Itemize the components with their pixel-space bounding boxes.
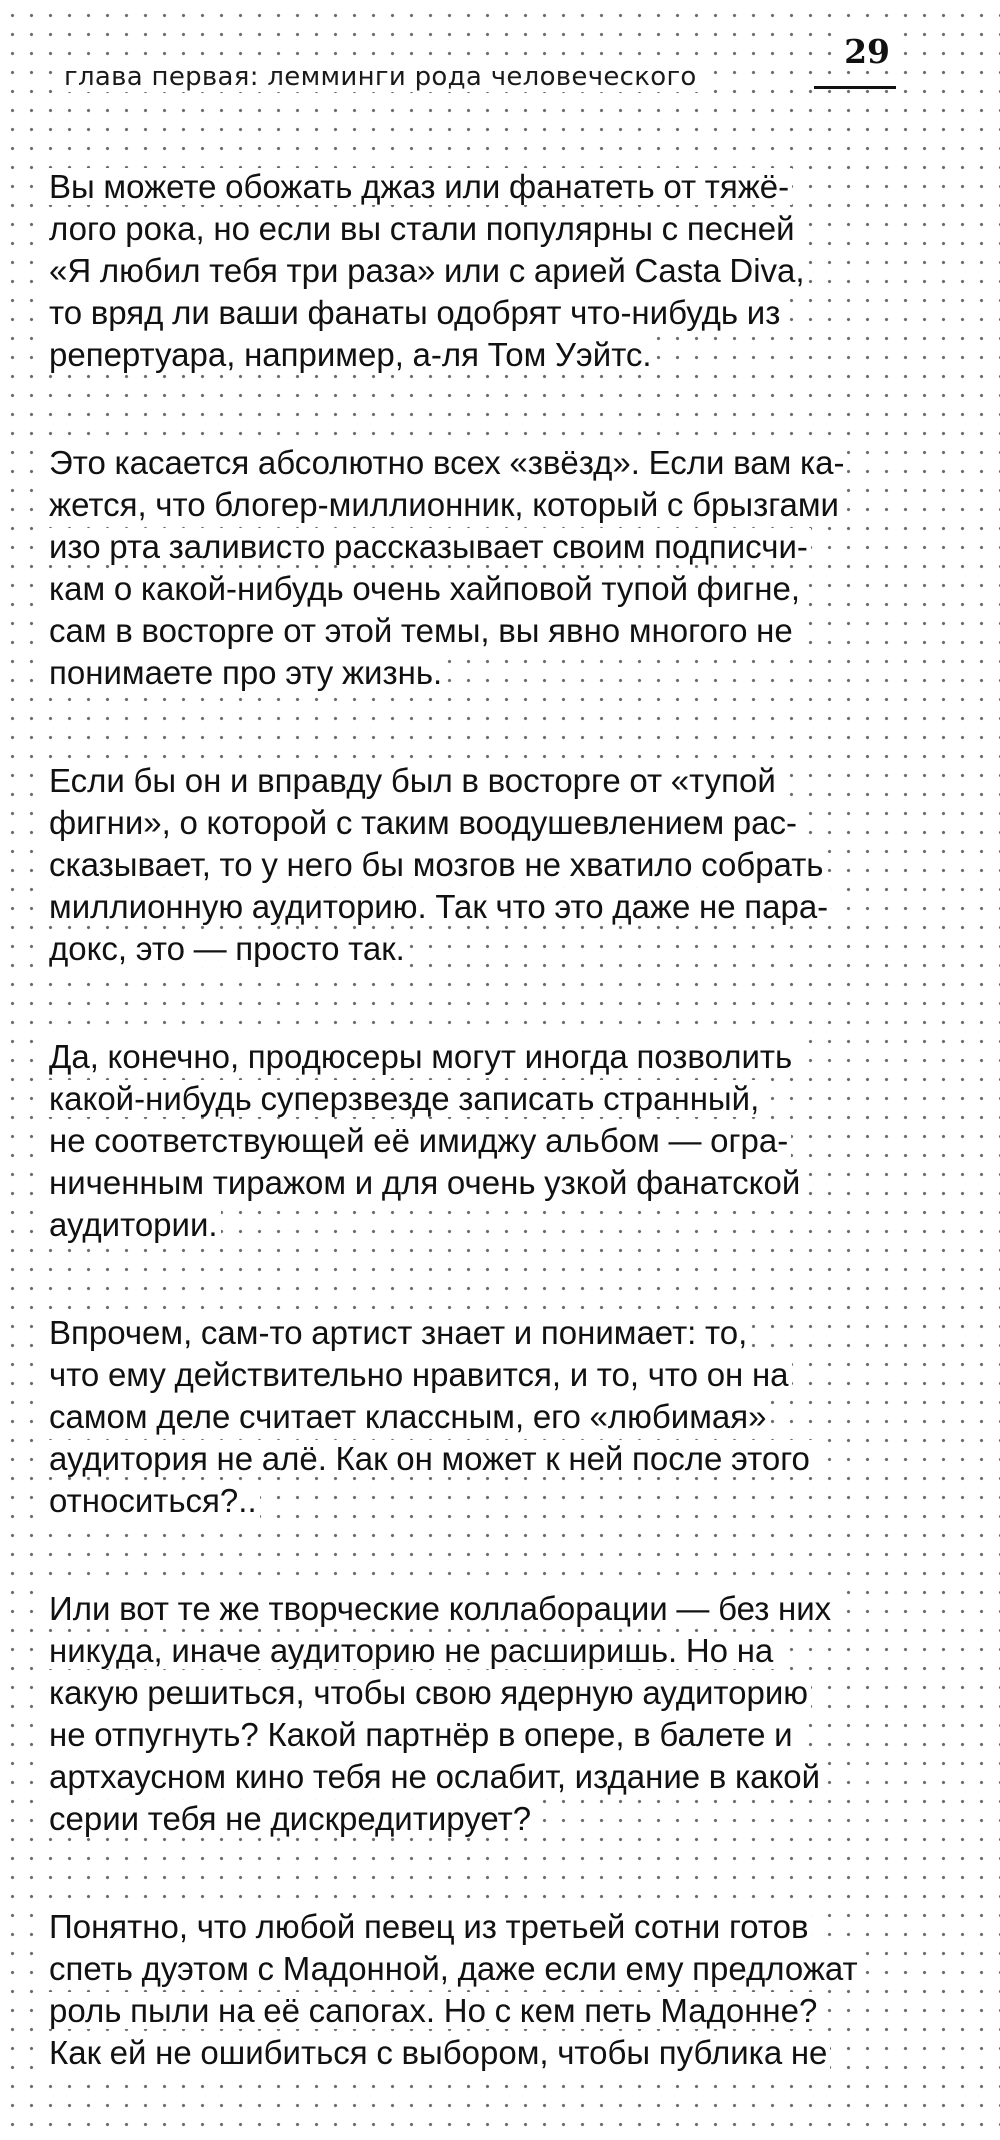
text-line — [46, 208, 894, 250]
text-line-content: что ему действительно нравится, и то, что он на — [46, 1356, 792, 1393]
paragraph — [44, 1312, 896, 1522]
text-line-content: ниченным тиражом и для очень узкой фанатской — [46, 1164, 803, 1201]
text-line — [46, 1120, 894, 1162]
text-line-content: никуда, иначе аудиторию не расширишь. Но на — [46, 1632, 776, 1669]
text-line — [46, 1204, 894, 1246]
chapter-title: глава первая: лемминги рода человеческого — [60, 62, 701, 92]
text-line-content: понимаете про эту жизнь. — [46, 654, 445, 691]
text-line-content: лого рока, но если вы стали популярны с песней — [46, 210, 798, 247]
text-line — [46, 1162, 894, 1204]
text-line-content: репертуара, например, а-ля Том Уэйтс. — [46, 336, 655, 373]
text-line-content: Это касается абсолютно всех «звёзд». Если вам ка- — [46, 444, 847, 481]
text-line — [46, 1396, 894, 1438]
page-header — [44, 28, 896, 98]
text-line — [46, 652, 894, 694]
text-line-content: аудитория не алё. Как он может к ней после этого — [46, 1440, 813, 1477]
text-line-content: Впрочем, сам-то артист знает и понимает: то, — [46, 1314, 750, 1351]
paragraph — [44, 442, 896, 694]
text-line — [46, 1756, 894, 1798]
text-line — [46, 760, 894, 802]
text-line — [46, 1480, 894, 1522]
text-line — [46, 2032, 894, 2074]
text-line-content: жется, что блогер-миллионник, который с брызгами — [46, 486, 842, 523]
text-line — [46, 442, 894, 484]
text-line-content: то вряд ли ваши фанаты одобрят что-нибудь из — [46, 294, 783, 331]
header-rule — [814, 86, 896, 89]
text-line-content: сам в восторге от этой темы, вы явно многого не — [46, 612, 796, 649]
paragraph — [44, 1588, 896, 1840]
text-line — [46, 1354, 894, 1396]
text-line-content: Вы можете обожать джаз или фанатеть от тяжё- — [46, 168, 792, 205]
text-line-content: серии тебя не дискредитирует? — [46, 1800, 534, 1837]
text-line-content: Если бы он и вправду был в восторге от «тупой — [46, 762, 779, 799]
text-line — [46, 844, 894, 886]
paragraph — [44, 1906, 896, 2074]
text-line — [46, 1438, 894, 1480]
text-line-content: изо рта заливисто рассказывает своим подписчи- — [46, 528, 811, 565]
text-line — [46, 1036, 894, 1078]
text-line-content: относиться?.. — [46, 1482, 260, 1519]
text-line-content: роль пыли на её сапогах. Но с кем петь Мадонне? — [46, 1992, 820, 2029]
text-line — [46, 1714, 894, 1756]
text-line — [46, 1078, 894, 1120]
text-line — [46, 802, 894, 844]
paragraph — [44, 1036, 896, 1246]
text-line-content: артхаусном кино тебя не ослабит, издание в какой — [46, 1758, 823, 1795]
text-line — [46, 166, 894, 208]
text-line — [46, 1990, 894, 2032]
text-line-content: миллионную аудиторию. Так что это даже не пара- — [46, 888, 831, 925]
text-line — [46, 292, 894, 334]
book-page — [44, 28, 896, 2140]
text-line — [46, 1630, 894, 1672]
text-line-content: спеть дуэтом с Мадонной, даже если ему предложат — [46, 1950, 861, 1987]
text-line — [46, 526, 894, 568]
body-text — [44, 166, 896, 2074]
text-line-content: не отпугнуть? Какой партнёр в опере, в балете и — [46, 1716, 796, 1753]
text-line-content: кам о какой-нибудь очень хайповой тупой фигне, — [46, 570, 803, 607]
text-line — [46, 610, 894, 652]
page-number: 29 — [840, 32, 894, 71]
paragraph — [44, 760, 896, 970]
text-line — [46, 1798, 894, 1840]
text-line-content: Да, конечно, продюсеры могут иногда позволить — [46, 1038, 795, 1075]
text-line-content: аудитории. — [46, 1206, 221, 1243]
text-line-content: самом деле считает классным, его «любимая» — [46, 1398, 769, 1435]
text-line — [46, 568, 894, 610]
text-line-content: сказывает, то у него бы мозгов не хватило собрать — [46, 846, 827, 883]
text-line-content: Понятно, что любой певец из третьей сотни готов — [46, 1908, 812, 1945]
text-line — [46, 1906, 894, 1948]
paragraph — [44, 166, 896, 376]
text-line-content: не соответствующей её имиджу альбом — огра- — [46, 1122, 791, 1159]
text-line — [46, 928, 894, 970]
text-line-content: Как ей не ошибиться с выбором, чтобы публика не — [46, 2034, 830, 2071]
text-line — [46, 484, 894, 526]
text-line-content: Или вот те же творческие коллаборации — без них — [46, 1590, 834, 1627]
text-line-content: какую решиться, чтобы свою ядерную аудиторию — [46, 1674, 811, 1711]
text-line — [46, 1672, 894, 1714]
text-line — [46, 1312, 894, 1354]
text-line-content: «Я любил тебя три раза» или с арией Casta Diva, — [46, 252, 808, 289]
text-line-content: докс, это — просто так. — [46, 930, 408, 967]
text-line-content: какой-нибудь суперзвезде записать странный, — [46, 1080, 762, 1117]
text-line — [46, 334, 894, 376]
text-line — [46, 1948, 894, 1990]
text-line — [46, 886, 894, 928]
text-line — [46, 1588, 894, 1630]
text-line — [46, 250, 894, 292]
text-line-content: фигни», о которой с таким воодушевлением рас- — [46, 804, 800, 841]
